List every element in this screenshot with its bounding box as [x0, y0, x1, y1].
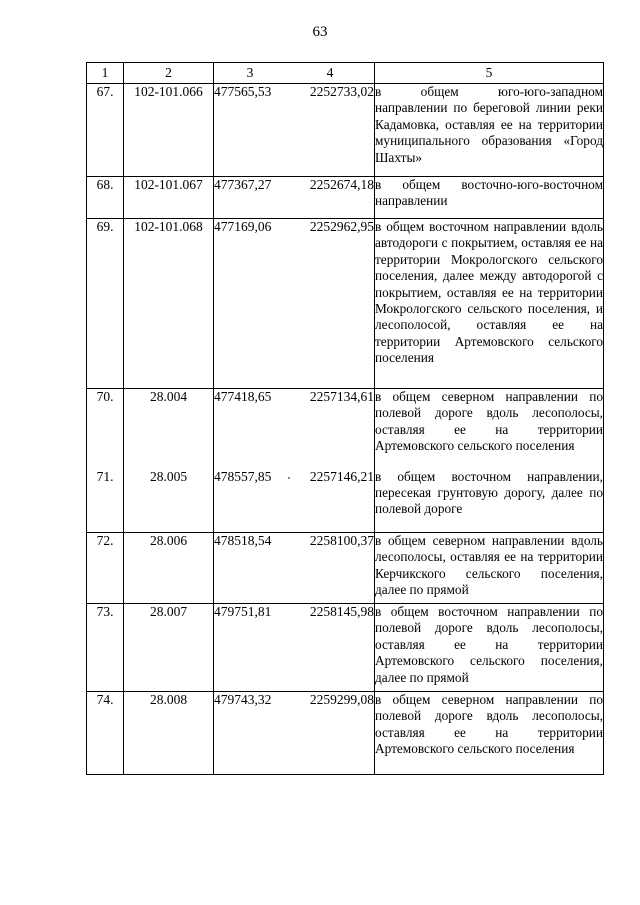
coordinate-y: 2252674,18 [309, 177, 374, 192]
boundary-description: в общем восточном направлении вдоль автодороги с покрытием, оставляя ее на территории Мокрологского сельского поселения, далее между автодорогой с покрытием, оставляя ее на территории Мокрологского сельского поселения, и лесополосой, оставляя ее на территории Артемовского сельского поселения [375, 219, 604, 389]
coordinate-y: 2259299,08 [309, 692, 374, 707]
coordinate-x: 479751,81 [214, 604, 272, 619]
table-row [87, 533, 604, 604]
coordinates-cell [214, 469, 375, 533]
coordinate-y: 2252962,95 [309, 219, 374, 234]
column-header-4: 4 [326, 64, 334, 80]
table-row [87, 84, 604, 177]
table-row [87, 389, 604, 469]
row-number: 71. [87, 469, 124, 533]
column-header-3-4 [214, 63, 375, 84]
row-number: 69. [87, 219, 124, 389]
boundary-description: в общем восточном направлении по полевой дороге вдоль лесополосы, оставляя ее на территории Артемовского сельского поселения, далее по прямой [375, 604, 604, 692]
coordinate-x: 477565,53 [214, 84, 272, 99]
row-number: 70. [87, 389, 124, 469]
coordinates-cell [214, 389, 375, 469]
table-row [87, 692, 604, 775]
coordinate-x: 477367,27 [214, 177, 272, 192]
coordinates-cell [214, 84, 375, 177]
point-code: 102-101.066 [124, 84, 214, 177]
row-number: 73. [87, 604, 124, 692]
column-header-3: 3 [246, 64, 254, 80]
table-row [87, 177, 604, 219]
coordinates-cell [214, 533, 375, 604]
boundary-description: в общем северном направлении по полевой дороге вдоль лесополосы, оставляя ее на территории Артемовского сельского поселения [375, 692, 604, 775]
coordinate-y: 2252733,02 [309, 84, 374, 99]
coordinate-x: 477169,06 [214, 219, 272, 234]
coordinates-cell [214, 692, 375, 775]
page-number: 63 [312, 24, 328, 40]
point-code: 28.004 [124, 389, 214, 469]
coordinates-cell [214, 177, 375, 219]
boundary-description: в общем юго-юго-западном направлении по береговой линии реки Кадамовка, оставляя ее на территории муниципального образования «Город Шахты» [375, 84, 604, 177]
table-row [87, 604, 604, 692]
coordinate-x: 478557,85 [214, 468, 272, 484]
coordinate-y: 2257146,21 [309, 468, 374, 484]
table-row [87, 219, 604, 389]
point-code: 28.007 [124, 604, 214, 692]
point-code: 28.005 [124, 469, 214, 533]
coordinates-cell [214, 604, 375, 692]
boundary-description: в общем северном направлении вдоль лесополосы, оставляя ее на территории Керчикского сельского поселения, далее по прямой [375, 533, 604, 604]
coordinate-y: 2258100,37 [309, 533, 374, 548]
coordinate-y: 2258145,98 [309, 604, 374, 619]
column-header-5: 5 [375, 63, 604, 84]
coordinates-cell [214, 219, 375, 389]
row-number: 68. [87, 177, 124, 219]
scan-speck [288, 477, 290, 479]
row-number: 72. [87, 533, 124, 604]
boundary-description: в общем восточно-юго-восточном направлении [375, 177, 604, 219]
column-header-2: 2 [124, 63, 214, 84]
coordinate-y: 2257134,61 [309, 389, 374, 404]
boundary-table [86, 62, 604, 775]
point-code: 28.008 [124, 692, 214, 775]
point-code: 102-101.068 [124, 219, 214, 389]
coordinate-x: 479743,32 [214, 692, 272, 707]
table-header-row [87, 63, 604, 84]
coordinate-x: 478518,54 [214, 533, 272, 548]
coordinate-x: 477418,65 [214, 389, 272, 404]
point-code: 28.006 [124, 533, 214, 604]
table-row [87, 469, 604, 533]
point-code: 102-101.067 [124, 177, 214, 219]
row-number: 67. [87, 84, 124, 177]
boundary-description: в общем восточном направлении, пересекая грунтовую дорогу, далее по полевой дороге [375, 469, 604, 533]
boundary-description: в общем северном направлении по полевой дороге вдоль лесополосы, оставляя ее на территории Артемовского сельского поселения [375, 389, 604, 469]
column-header-1: 1 [87, 63, 124, 84]
row-number: 74. [87, 692, 124, 775]
